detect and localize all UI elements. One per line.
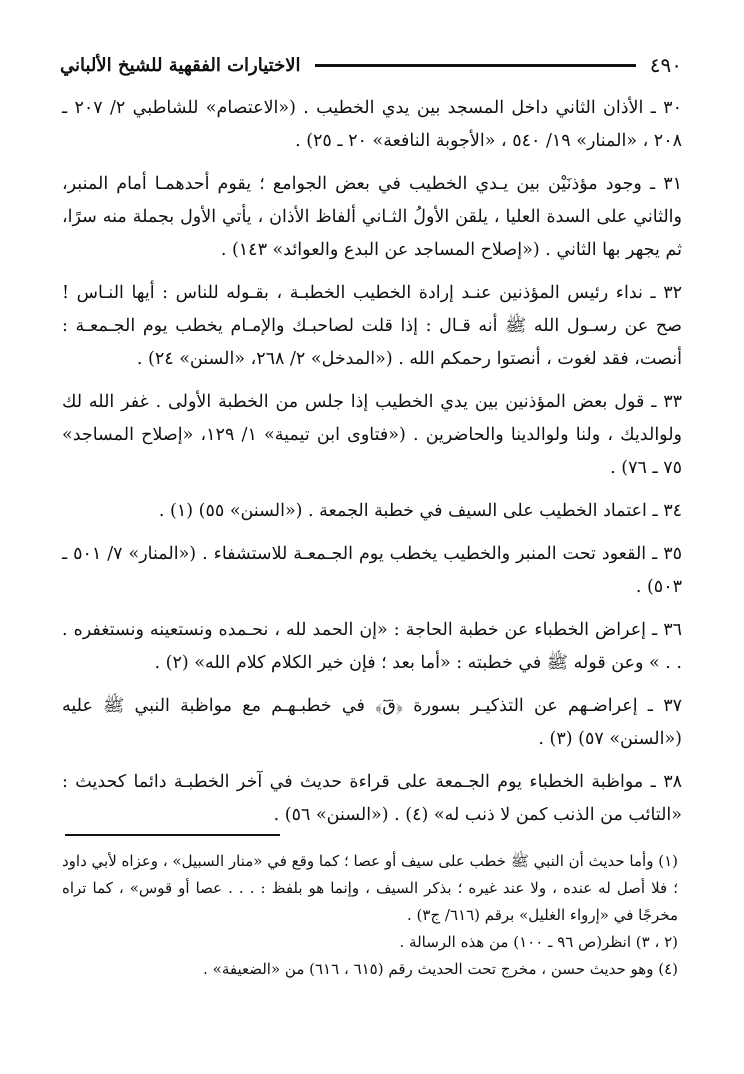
list-item-31: ٣١ ـ وجود مؤذنَيْن بين يـدي الخطيب في بعض الجوامع ؛ يقوم أحدهمـا أمام المنبر، والثاني على السدة العليا ، يلقن الأولُ الثـاني ألفاظ الأذان ، يأتي الأول بجملة منه سرًا، ثم يجهر بها الثاني . («إصلاح المساجد عن البدع والعوائد» ١٤٣) . xyxy=(62,174,682,260)
main-text xyxy=(62,92,682,842)
footnote-separator xyxy=(65,834,280,836)
list-item-38: ٣٨ ـ مواظبة الخطباء يوم الجـمعة على قراءة حديث في آخر الخطبـة دائما كحديث : «التائب من الذنب كمن لا ذنب له» (٤) . («السنن» ٥٦) . xyxy=(62,772,682,825)
header-rule xyxy=(315,64,636,67)
list-item-33: ٣٣ ـ قول بعض المؤذنين بين يدي الخطيب إذا جلس من الخطبة الأولى . غفر الله لك ولوالديك ، ولنا ولوالدينا والحاضرين . («فتاوى ابن تيمية» ١/ ١٢٩، «إصلاح المساجد» ٧٥ ـ ٧٦) . xyxy=(62,392,682,478)
page-number: ٤٩٠ xyxy=(649,53,682,77)
running-title: الاختيارات الفقهية للشيخ الألباني xyxy=(60,54,301,76)
footnote-4: (٤) وهو حديث حسن ، مخرج تحت الحديث رقم (٦١٥ ، ٦١٦) من «الضعيفة» . xyxy=(203,960,678,978)
list-item-37: ٣٧ ـ إعراضـهم عن التذكيـر بسورة ﴿قٓ﴾ في خطبـهـم مع مواظبة النبي ﷺ عليه («السنن» ٥٧) (٣) . xyxy=(62,696,682,749)
list-item-30: ٣٠ ـ الأذان الثاني داخل المسجد بين يدي الخطيب . («الاعتصام» للشاطبي ٢/ ٢٠٧ ـ ٢٠٨ ، «المنار» ١٩/ ٥٤٠ ، «الأجوبة النافعة» ٢٠ ـ ٢٥) . xyxy=(62,98,682,151)
list-item-36: ٣٦ ـ إعراض الخطباء عن خطبة الحاجة : «إن الحمد لله ، نحـمده ونستعينه ونستغفره . . . » وعن قوله ﷺ في خطبته : «أما بعد ؛ فإن خير الكلام كلام الله» (٢) . xyxy=(62,620,682,673)
footnotes xyxy=(62,848,678,983)
list-item-32: ٣٢ ـ نداء رئيس المؤذنين عنـد إرادة الخطيب الخطبـة ، بقـوله للناس : أيها النـاس ! صح عن رسـول الله ﷺ أنه قـال : إذا قلت لصاحبـك والإمـام يخطب يوم الجـمعـة : أنصت، فقد لغوت ، أنصتوا رحمكم الله . («المدخل» ٢/ ٢٦٨، «السنن» ٢٤) . xyxy=(62,283,682,369)
page-header xyxy=(60,48,682,82)
footnote-1: (١) وأما حديث أن النبي ﷺ خطب على سيف أو عصا ؛ كما وقع في «منار السبيل» ، وعزاه لأبي داود ؛ فلا أصل له عنده ، ولا عند غيره ؛ بذكر السيف ، وإنما هو بلفظ : . . . عصا أو قوس» ، كما تراه مخرجًا في «إرواء الغليل» برقم (٦١٦/ ج٣) . xyxy=(62,852,678,924)
list-item-35: ٣٥ ـ القعود تحت المنبر والخطيب يخطب يوم الجـمعـة للاستشفاء . («المنار» ٧/ ٥٠١ ـ ٥٠٣) . xyxy=(62,544,682,597)
footnote-2-3: (٢ ، ٣) انظر(ص ٩٦ ـ ١٠٠) من هذه الرسالة . xyxy=(399,933,678,951)
list-item-34: ٣٤ ـ اعتماد الخطيب على السيف في خطبة الجمعة . («السنن» ٥٥) (١) . xyxy=(158,501,682,521)
